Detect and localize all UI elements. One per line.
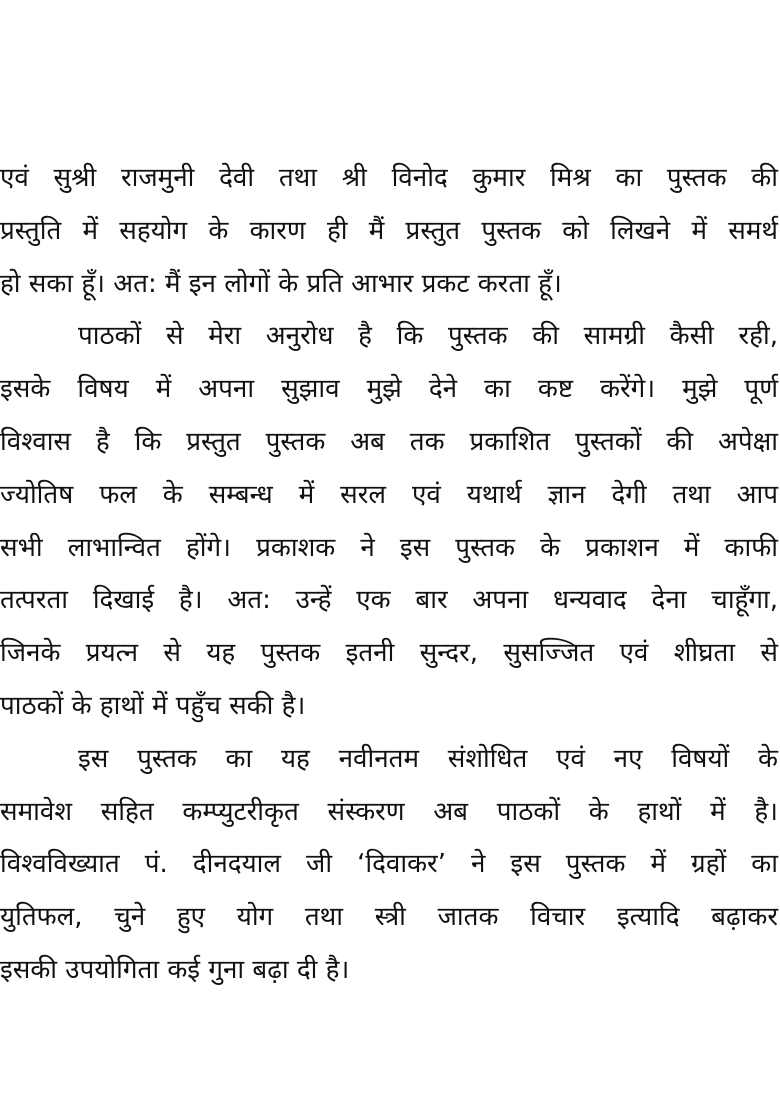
text-line: पाठकों के हाथों में पहुँच सकी है। <box>0 690 306 721</box>
text-line: युतिफल, चुने हुए योग तथा स्त्री जातक विचार इत्यादि बढ़ाकर <box>0 902 778 933</box>
body-text <box>0 152 780 997</box>
paragraph-start-line: पाठकों से मेरा अनुरोध है कि पुस्तक की सामग्री कैसी रही, <box>78 321 778 352</box>
text-line: सभी लाभान्वित होंगे। प्रकाशक ने इस पुस्तक के प्रकाशन में काफी <box>0 532 778 563</box>
text-line: समावेश सहित कम्प्युटरीकृत संस्करण अब पाठकों के हाथों में है। <box>0 796 778 827</box>
text-line: इसके विषय में अपना सुझाव मुझे देने का कष्ट करेंगे। मुझे पूर्ण <box>0 374 778 405</box>
text-line: प्रस्तुति में सहयोग के कारण ही मैं प्रस्तुत पुस्तक को लिखने में समर्थ <box>0 215 778 246</box>
text-line: ज्योतिष फल के सम्बन्ध में सरल एवं यथार्थ ज्ञान देगी तथा आप <box>0 479 778 510</box>
text-line: विश्वविख्यात पं. दीनदयाल जी ‘दिवाकर’ ने इस पुस्तक में ग्रहों का <box>0 849 778 880</box>
paragraph-start-line: इस पुस्तक का यह नवीनतम संशोधित एवं नए विषयों के <box>78 743 778 774</box>
text-line: तत्परता दिखाई है। अत: उन्हें एक बार अपना धन्यवाद देना चाहूँगा, <box>0 585 778 616</box>
text-line: हो सका हूँ। अत: मैं इन लोगों के प्रति आभार प्रकट करता हूँ। <box>0 268 562 299</box>
text-line: एवं सुश्री राजमुनी देवी तथा श्री विनोद कुमार मिश्र का पुस्तक की <box>0 163 778 193</box>
text-line: इसकी उपयोगिता कई गुना बढ़ा दी है। <box>0 954 350 985</box>
text-line: जिनके प्रयत्न से यह पुस्तक इतनी सुन्दर, सुसज्जित एवं शीघ्रता से <box>0 638 778 669</box>
text-line: विश्वास है कि प्रस्तुत पुस्तक अब तक प्रकाशित पुस्तकों की अपेक्षा <box>0 426 778 457</box>
